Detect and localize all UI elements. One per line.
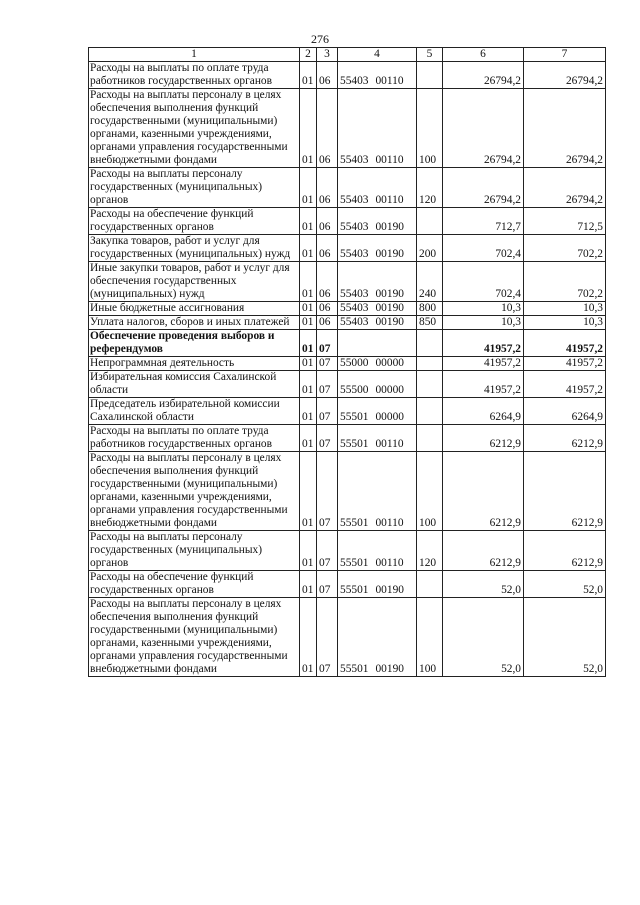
row-amount-col6: 702,4 xyxy=(443,262,524,302)
row-amount-col7: 6212,9 xyxy=(524,531,606,571)
header-cell: 6 xyxy=(443,48,524,62)
target-article-code: 55500 xyxy=(340,384,369,396)
row-amount-col6: 10,3 xyxy=(443,302,524,316)
row-section: 01 xyxy=(300,302,317,316)
row-amount-col7: 6264,9 xyxy=(524,398,606,425)
target-article-direction: 00190 xyxy=(375,316,404,328)
table-row xyxy=(89,235,606,262)
row-expense-type: 200 xyxy=(417,235,443,262)
row-section: 01 xyxy=(300,571,317,598)
table-row xyxy=(89,168,606,208)
header-cell: 3 xyxy=(317,48,338,62)
target-article-code: 55403 xyxy=(340,221,369,233)
row-name: Расходы на выплаты по оплате труда работников государственных органов xyxy=(89,62,300,89)
target-article-code: 55501 xyxy=(340,663,369,675)
row-section: 01 xyxy=(300,330,317,357)
row-target-article xyxy=(338,357,417,371)
row-name: Расходы на обеспечение функций государственных органов xyxy=(89,571,300,598)
row-subsection: 06 xyxy=(317,316,338,330)
row-subsection: 07 xyxy=(317,398,338,425)
row-section: 01 xyxy=(300,531,317,571)
row-expense-type: 850 xyxy=(417,316,443,330)
page-number: 276 xyxy=(311,32,329,46)
target-article-code: 55403 xyxy=(340,194,369,206)
header-cell: 7 xyxy=(524,48,606,62)
row-name: Избирательная комиссия Сахалинской области xyxy=(89,371,300,398)
header-cell: 2 xyxy=(300,48,317,62)
row-expense-type xyxy=(417,330,443,357)
target-article-direction: 00110 xyxy=(375,517,404,529)
target-article-code: 55501 xyxy=(340,517,369,529)
row-amount-col6: 702,4 xyxy=(443,235,524,262)
row-expense-type: 100 xyxy=(417,452,443,531)
table-row xyxy=(89,371,606,398)
target-article-direction: 00000 xyxy=(375,357,404,369)
row-amount-col6: 712,7 xyxy=(443,208,524,235)
row-section: 01 xyxy=(300,398,317,425)
table-row xyxy=(89,398,606,425)
row-amount-col7: 702,2 xyxy=(524,235,606,262)
row-subsection: 06 xyxy=(317,168,338,208)
target-article-direction: 00190 xyxy=(375,584,404,596)
target-article-code: 55403 xyxy=(340,154,369,166)
row-subsection: 07 xyxy=(317,425,338,452)
row-name: Уплата налогов, сборов и иных платежей xyxy=(89,316,300,330)
row-name: Закупка товаров, работ и услуг для государственных (муниципальных) нужд xyxy=(89,235,300,262)
target-article-code: 55403 xyxy=(340,248,369,260)
row-amount-col7: 6212,9 xyxy=(524,425,606,452)
target-article-code: 55403 xyxy=(340,302,369,314)
row-target-article xyxy=(338,598,417,677)
row-expense-type: 240 xyxy=(417,262,443,302)
row-expense-type xyxy=(417,62,443,89)
row-name: Иные бюджетные ассигнования xyxy=(89,302,300,316)
row-amount-col6: 26794,2 xyxy=(443,89,524,168)
row-name: Расходы на выплаты персоналу государственных (муниципальных) органов xyxy=(89,531,300,571)
row-target-article xyxy=(338,531,417,571)
row-amount-col6: 41957,2 xyxy=(443,371,524,398)
row-target-article xyxy=(338,62,417,89)
row-amount-col7: 52,0 xyxy=(524,598,606,677)
row-target-article xyxy=(338,208,417,235)
row-amount-col6: 26794,2 xyxy=(443,168,524,208)
row-subsection: 07 xyxy=(317,598,338,677)
row-section: 01 xyxy=(300,371,317,398)
row-subsection: 06 xyxy=(317,235,338,262)
target-article-code: 55501 xyxy=(340,438,369,450)
target-article-direction: 00000 xyxy=(375,411,404,423)
row-target-article xyxy=(338,89,417,168)
header-cell: 5 xyxy=(417,48,443,62)
row-target-article xyxy=(338,302,417,316)
row-section: 01 xyxy=(300,262,317,302)
row-subsection: 06 xyxy=(317,302,338,316)
row-target-article xyxy=(338,168,417,208)
row-expense-type: 120 xyxy=(417,168,443,208)
table-row xyxy=(89,425,606,452)
target-article-code: 55501 xyxy=(340,557,369,569)
row-amount-col7: 10,3 xyxy=(524,302,606,316)
table-row xyxy=(89,571,606,598)
row-subsection: 07 xyxy=(317,330,338,357)
target-article-code: 55403 xyxy=(340,288,369,300)
table-row xyxy=(89,452,606,531)
row-subsection: 07 xyxy=(317,531,338,571)
row-name: Расходы на выплаты персоналу в целях обеспечения выполнения функций государственными (муниципальными) органами, казенными учреждениями, органами управления государственными внебюджетными фондами xyxy=(89,452,300,531)
table-row xyxy=(89,330,606,357)
row-section: 01 xyxy=(300,598,317,677)
row-section: 01 xyxy=(300,208,317,235)
row-amount-col6: 26794,2 xyxy=(443,62,524,89)
row-subsection: 07 xyxy=(317,452,338,531)
row-subsection: 06 xyxy=(317,62,338,89)
table-row xyxy=(89,531,606,571)
row-subsection: 06 xyxy=(317,89,338,168)
target-article-direction: 00000 xyxy=(375,384,404,396)
table-row xyxy=(89,62,606,89)
target-article-direction: 00190 xyxy=(375,663,404,675)
target-article-code: 55501 xyxy=(340,411,369,423)
row-subsection: 06 xyxy=(317,262,338,302)
row-name: Председатель избирательной комиссии Сахалинской области xyxy=(89,398,300,425)
row-section: 01 xyxy=(300,168,317,208)
row-amount-col7: 26794,2 xyxy=(524,168,606,208)
row-amount-col7: 702,2 xyxy=(524,262,606,302)
row-target-article xyxy=(338,262,417,302)
row-target-article xyxy=(338,235,417,262)
row-target-article xyxy=(338,330,417,357)
row-name: Обеспечение проведения выборов и референдумов xyxy=(89,330,300,357)
table-row xyxy=(89,598,606,677)
row-amount-col7: 26794,2 xyxy=(524,89,606,168)
row-subsection: 07 xyxy=(317,371,338,398)
target-article-direction: 00110 xyxy=(375,154,404,166)
row-section: 01 xyxy=(300,235,317,262)
table-row xyxy=(89,316,606,330)
row-amount-col6: 52,0 xyxy=(443,571,524,598)
target-article-direction: 00110 xyxy=(375,557,404,569)
row-amount-col7: 6212,9 xyxy=(524,452,606,531)
target-article-code: 55403 xyxy=(340,316,369,328)
row-target-article xyxy=(338,452,417,531)
row-amount-col6: 52,0 xyxy=(443,598,524,677)
row-section: 01 xyxy=(300,425,317,452)
row-section: 01 xyxy=(300,452,317,531)
row-amount-col7: 712,5 xyxy=(524,208,606,235)
header-cell: 4 xyxy=(338,48,417,62)
table-row xyxy=(89,262,606,302)
row-amount-col7: 41957,2 xyxy=(524,357,606,371)
table-row xyxy=(89,208,606,235)
row-target-article xyxy=(338,316,417,330)
row-expense-type: 100 xyxy=(417,598,443,677)
row-target-article xyxy=(338,571,417,598)
row-amount-col7: 26794,2 xyxy=(524,62,606,89)
table-row xyxy=(89,357,606,371)
row-subsection: 06 xyxy=(317,208,338,235)
row-name: Расходы на выплаты персоналу государственных (муниципальных) органов xyxy=(89,168,300,208)
row-expense-type xyxy=(417,371,443,398)
row-name: Расходы на выплаты по оплате труда работников государственных органов xyxy=(89,425,300,452)
row-expense-type xyxy=(417,357,443,371)
row-name: Непрограммная деятельность xyxy=(89,357,300,371)
target-article-direction: 00190 xyxy=(375,248,404,260)
row-amount-col6: 10,3 xyxy=(443,316,524,330)
row-expense-type xyxy=(417,398,443,425)
row-amount-col6: 41957,2 xyxy=(443,330,524,357)
target-article-direction: 00110 xyxy=(375,194,404,206)
row-expense-type xyxy=(417,425,443,452)
row-amount-col6: 6212,9 xyxy=(443,531,524,571)
target-article-direction: 00190 xyxy=(375,302,404,314)
table-row xyxy=(89,302,606,316)
table-header-row xyxy=(89,48,606,62)
target-article-direction: 00190 xyxy=(375,221,404,233)
row-expense-type: 120 xyxy=(417,531,443,571)
row-name: Расходы на обеспечение функций государственных органов xyxy=(89,208,300,235)
row-amount-col6: 41957,2 xyxy=(443,357,524,371)
row-target-article xyxy=(338,398,417,425)
table-row xyxy=(89,89,606,168)
row-section: 01 xyxy=(300,62,317,89)
row-expense-type xyxy=(417,208,443,235)
row-target-article xyxy=(338,425,417,452)
target-article-code: 55000 xyxy=(340,357,369,369)
row-expense-type xyxy=(417,571,443,598)
target-article-direction: 00190 xyxy=(375,288,404,300)
target-article-code: 55403 xyxy=(340,75,369,87)
row-section: 01 xyxy=(300,316,317,330)
row-expense-type: 800 xyxy=(417,302,443,316)
row-name: Расходы на выплаты персоналу в целях обеспечения выполнения функций государственными (муниципальными) органами, казенными учреждениями, органами управления государственными внебюджетными фондами xyxy=(89,598,300,677)
row-subsection: 07 xyxy=(317,357,338,371)
row-amount-col6: 6212,9 xyxy=(443,425,524,452)
row-amount-col6: 6264,9 xyxy=(443,398,524,425)
target-article-direction: 00110 xyxy=(375,75,404,87)
row-amount-col6: 6212,9 xyxy=(443,452,524,531)
row-name: Иные закупки товаров, работ и услуг для обеспечения государственных (муниципальных) нужд xyxy=(89,262,300,302)
row-amount-col7: 41957,2 xyxy=(524,330,606,357)
row-amount-col7: 52,0 xyxy=(524,571,606,598)
row-target-article xyxy=(338,371,417,398)
target-article-code: 55501 xyxy=(340,584,369,596)
target-article-direction: 00110 xyxy=(375,438,404,450)
row-section: 01 xyxy=(300,357,317,371)
row-subsection: 07 xyxy=(317,571,338,598)
row-amount-col7: 10,3 xyxy=(524,316,606,330)
header-cell: 1 xyxy=(89,48,300,62)
row-expense-type: 100 xyxy=(417,89,443,168)
row-section: 01 xyxy=(300,89,317,168)
row-amount-col7: 41957,2 xyxy=(524,371,606,398)
row-name: Расходы на выплаты персоналу в целях обеспечения выполнения функций государственными (муниципальными) органами, казенными учреждениями, органами управления государственными внебюджетными фондами xyxy=(89,89,300,168)
budget-table xyxy=(88,47,606,677)
